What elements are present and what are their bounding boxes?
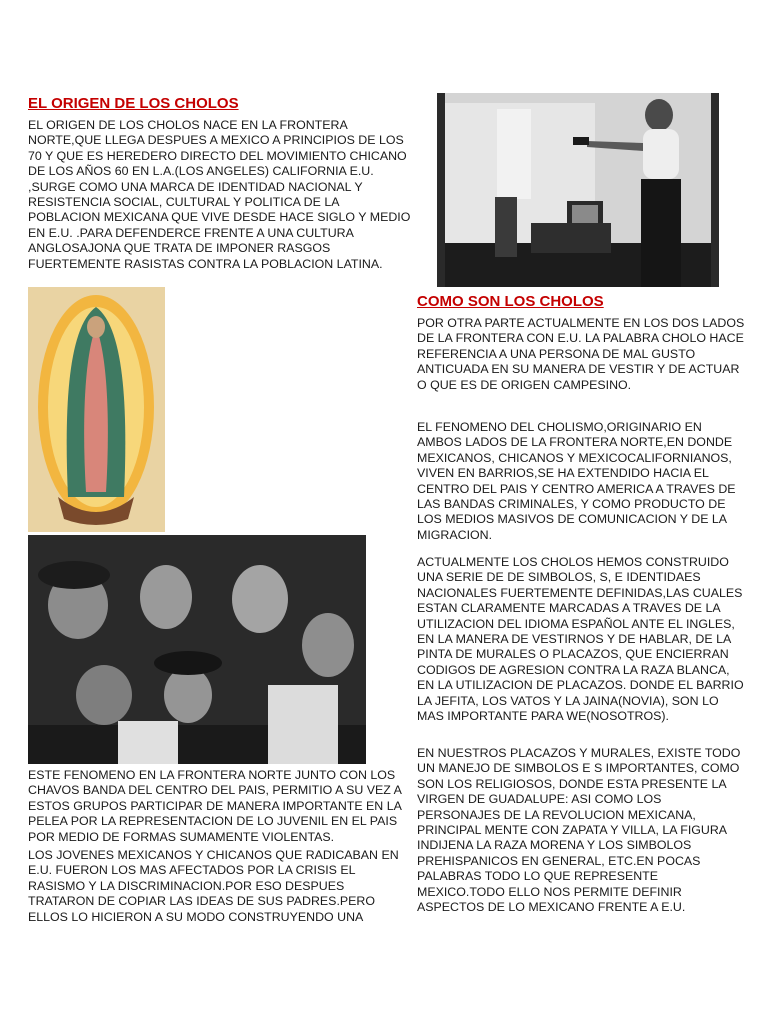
paragraph-fenomeno: ESTE FENOMENO EN LA FRONTERA NORTE JUNTO CON LOS CHAVOS BANDA DEL CENTRO DEL PAIS, PERMITIO A SU VEZ A ESTOS GRUPOS PARTICIPAR DE MANERA IMPORTANTE EN LA PELEA POR LA REPRESENTACION DE LO JUVENIL EN EL PAIS POR MEDIO DE FORMAS SUMAMENTE VIOLENTAS.: [28, 768, 402, 844]
paragraph-como-son-2: EL FENOMENO DEL CHOLISMO,ORIGINARIO EN AMBOS LADOS DE LA FRONTERA NORTE,EN DONDE MEXICANOS, CHICANOS Y MEXICOCALIFORNIANOS, VIVEN EN BARRIOS,SE HA EXTENDIDO HACIA EL CENTRO DEL PAIS Y CENTRO AMERICA A TRAVES DE LAS BANDAS CRIMINALES, Y COMO PRODUCTO DE LOS MEDIOS MASIVOS DE COMUNICACION Y DE LA MIGRACION.: [417, 420, 736, 542]
paragraph-jovenes: LOS JOVENES MEXICANOS Y CHICANOS QUE RADICABAN EN E.U. FUERON LOS MAS AFECTADOS POR LA CRISIS EL RASISMO Y LA DISCRIMINACION.POR ESO DESPUES TRATARON DE COPIAR LAS IDEAS DE SUS PADRES.PERO ELLOS LO HICIERON A SU MODO CONSTRUYENDO UNA: [28, 848, 399, 924]
image-virgen-de-guadalupe: [28, 287, 165, 532]
paragraph-como-son-4: EN NUESTROS PLACAZOS Y MURALES, EXISTE TODO UN MANEJO DE SIMBOLOS E S IMPORTANTES, COMO SON LOS RELIGIOSOS, DONDE ESTA PRESENTE LA VIRGEN DE GUADALUPE: ASI COMO LOS PERSONAJES DE LA REVOLUCION MEXICANA, PRINCIPAL MENTE CON ZAPATA Y VILLA, LA FIGURA INDIJENA LA RAZA MORENA Y LOS SIMBOLOS PREHISPANICOS EN GENERAL, ETC.EN POCAS PALABRAS TODO LO QUE REPRESENTE MEXICO.TODO ELLO NOS PERMITE DEFINIR ASPECTOS DE LO MEXICANO FRENTE A E.U.: [417, 746, 741, 915]
paragraph-como-son-1: POR OTRA PARTE ACTUALMENTE EN LOS DOS LADOS DE LA FRONTERA CON E.U. LA PALABRA CHOLO HACE REFERENCIA A UNA PERSONA DE MAL GUSTO ANTICUADA EN SU MANERA DE VESTIR Y DE ACTUAR O QUE ES DE ORIGEN CAMPESINO.: [417, 316, 745, 392]
heading-origen: EL ORIGEN DE LOS CHOLOS: [28, 95, 239, 112]
photo-group-of-cholos: [28, 535, 366, 764]
photo-man-pointing-gun: [437, 93, 719, 287]
heading-como-son: COMO SON LOS CHOLOS: [417, 293, 604, 310]
paragraph-como-son-3: ACTUALMENTE LOS CHOLOS HEMOS CONSTRUIDO UNA SERIE DE DE SIMBOLOS, S, E IDENTIDAES NACIONALES FUERTEMENTE DEFINIDAS,LAS CUALES ESTAN CLARAMENTE MARCADAS A TRAVES DE LA UTILIZACION DEL IDIOMA ESPAÑOL ANTE EL INGLES, EN LA MANERA DE VESTIRNOS Y DE HABLAR, DE LA PINTA DE MURALES O PLACAZOS, QUE ENCIERRAN CODIGOS DE AGRESION CONTRA LA RAZA BLANCA, EN LA UTILIZACION DE PLACAZOS. DONDE EL BARRIO LA JEFITA, LOS VATOS Y LA JAINA(NOVIA), SON LO MAS IMPORTANTE PARA WE(NOSOTROS).: [417, 555, 744, 724]
paragraph-origen: EL ORIGEN DE LOS CHOLOS NACE EN LA FRONTERA NORTE,QUE LLEGA DESPUES A MEXICO A PRINCIPIOS DE LOS 70 Y QUE ES HEREDERO DIRECTO DEL MOVIMIENTO CHICANO DE LOS AÑOS 60 EN L.A.(LOS ANGELES) CALIFORNIA E.U. ,SURGE COMO UNA MARCA DE IDENTIDAD NACIONAL Y RESISTENCIA SOCIAL, CULTURAL Y POLITICA DE LA POBLACION MEXICANA QUE VIVE DESDE HACE SIGLO Y MEDIO EN E.U. .PARA DEFENDERCE FRENTE A UNA CULTURA ANGLOSAJONA QUE TRATA DE IMPONER RASGOS FUERTEMENTE RASISTAS CONTRA LA POBLACION LATINA.: [28, 118, 411, 271]
